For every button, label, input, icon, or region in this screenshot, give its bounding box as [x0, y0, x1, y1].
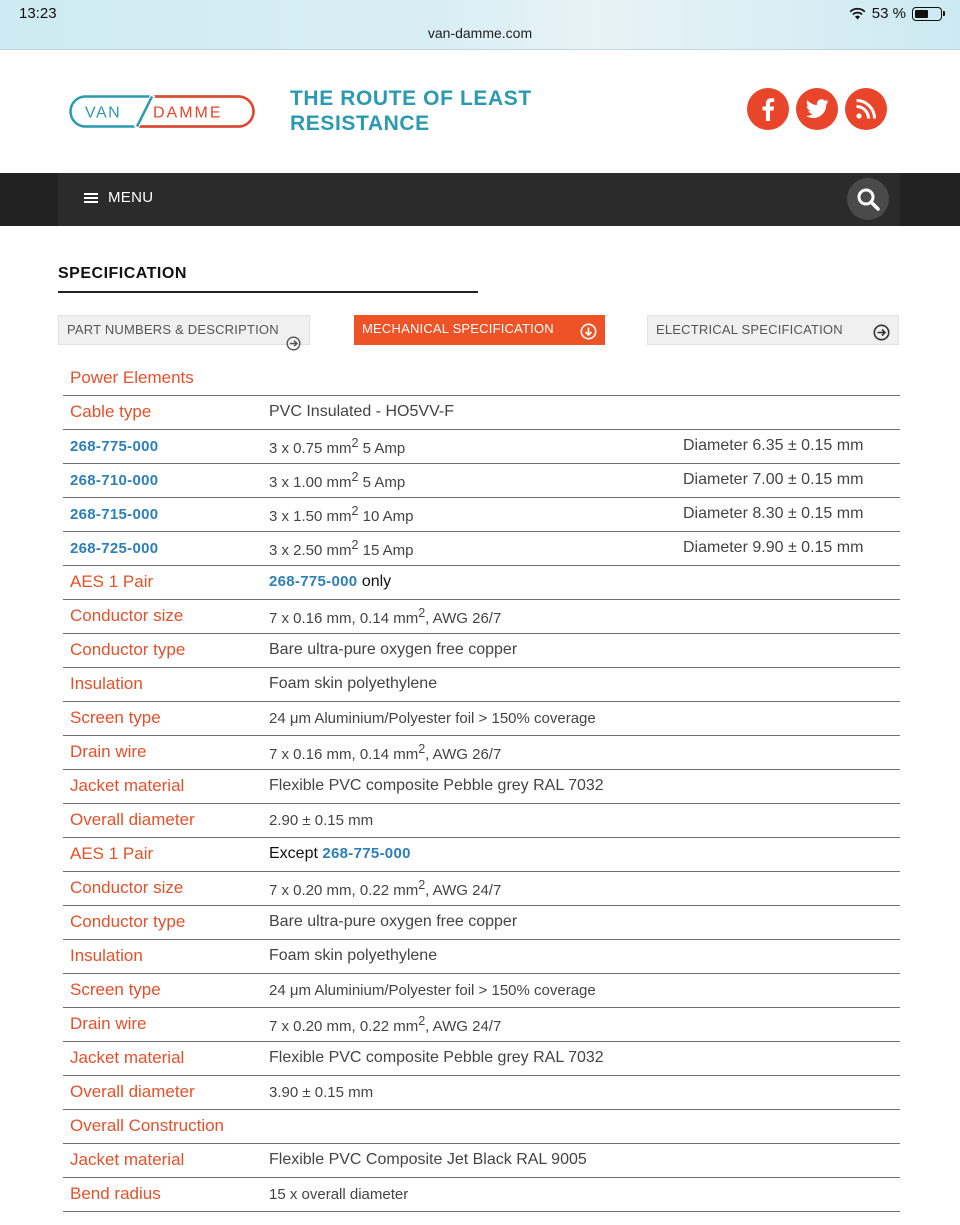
table-row	[63, 395, 900, 429]
row-value: 3.90 ± 0.15 mm	[269, 1075, 900, 1109]
part-number-link[interactable]: 268-725-000	[63, 531, 269, 565]
row-value: Foam skin polyethylene	[269, 939, 900, 973]
row-value: Flexible PVC Composite Jet Black RAL 9005	[269, 1143, 900, 1177]
url-bar[interactable]	[0, 25, 960, 41]
tab-part-numbers[interactable]	[58, 315, 310, 345]
row-value: Except 268-775-000	[269, 837, 900, 871]
row-value: 24 μm Aluminium/Polyester foil > 150% coverage	[269, 701, 900, 735]
table-row	[63, 837, 900, 871]
row-value: Foam skin polyethylene	[269, 667, 900, 701]
menu-button[interactable]	[84, 189, 153, 206]
part-number-link[interactable]: 268-715-000	[63, 497, 269, 531]
tab-mechanical-specification[interactable]	[354, 315, 605, 345]
battery-icon	[912, 7, 942, 21]
table-row	[63, 973, 900, 1007]
svg-text:DAMME: DAMME	[153, 104, 223, 122]
row-label: Power Elements	[63, 361, 269, 395]
table-row	[63, 531, 900, 565]
row-label: Overall diameter	[63, 1075, 269, 1109]
part-number-link[interactable]: 268-775-000	[269, 573, 358, 590]
row-label: Overall Construction	[63, 1109, 269, 1143]
row-value: Bare ultra-pure oxygen free copper	[269, 905, 900, 939]
twitter-icon	[805, 99, 829, 119]
row-label: Insulation	[63, 939, 269, 973]
social-links	[747, 88, 887, 130]
row-value: 24 μm Aluminium/Polyester foil > 150% coverage	[269, 973, 900, 1007]
row-label: Screen type	[63, 701, 269, 735]
table-row	[63, 429, 900, 463]
table-row	[63, 1177, 900, 1211]
row-value: 7 x 0.20 mm, 0.22 $mm^2$, AWG 24/7	[269, 1007, 900, 1041]
part-number-link[interactable]: 268-775-000	[63, 429, 269, 463]
row-value: Flexible PVC composite Pebble grey RAL 7032	[269, 769, 900, 803]
svg-text:VAN: VAN	[85, 104, 122, 122]
row-value: Flexible PVC composite Pebble grey RAL 7032	[269, 1041, 900, 1075]
row-value: 2.90 ± 0.15 mm	[269, 803, 900, 837]
row-label: Insulation	[63, 667, 269, 701]
table-row	[63, 1109, 900, 1143]
row-value: PVC Insulated - HO5VV-F	[269, 395, 900, 429]
row-label: Conductor size	[63, 599, 269, 633]
row-label: Conductor size	[63, 871, 269, 905]
table-row	[63, 599, 900, 633]
diameter-value: Diameter 9.90 ± 0.15 mm	[683, 531, 900, 565]
diameter-value: Diameter 6.35 ± 0.15 mm	[683, 429, 900, 463]
row-label: Overall diameter	[63, 803, 269, 837]
part-number-link[interactable]: 268-710-000	[63, 463, 269, 497]
row-value: 7 x 0.16 mm, 0.14 $mm^2$, AWG 26/7	[269, 599, 900, 633]
table-row	[63, 497, 900, 531]
row-label: Jacket material	[63, 1143, 269, 1177]
row-label: Jacket material	[63, 1041, 269, 1075]
tab-label: ELECTRICAL SPECIFICATION	[656, 322, 843, 337]
search-button[interactable]	[847, 178, 889, 220]
row-label: AES 1 Pair	[63, 837, 269, 871]
status-indicators	[849, 5, 942, 22]
van-damme-logo[interactable]	[69, 95, 255, 128]
browser-status-bar	[0, 0, 960, 50]
row-value: 268-775-000 only	[269, 565, 900, 599]
table-row	[63, 565, 900, 599]
row-value: 7 x 0.20 mm, 0.22 $mm^2$, AWG 24/7	[269, 871, 900, 905]
table-row	[63, 735, 900, 769]
row-value: Bare ultra-pure oxygen free copper	[269, 633, 900, 667]
table-row	[63, 1041, 900, 1075]
twitter-button[interactable]	[796, 88, 838, 130]
table-row	[63, 803, 900, 837]
rss-icon	[856, 99, 876, 119]
row-label: Screen type	[63, 973, 269, 1007]
row-label: Conductor type	[63, 905, 269, 939]
row-value: 3 x 2.50 $mm^2$ 15 Amp	[269, 531, 683, 565]
mechanical-spec-table	[63, 361, 900, 1212]
row-label: Cable type	[63, 395, 269, 429]
wifi-icon	[849, 7, 866, 20]
table-row	[63, 1143, 900, 1177]
table-row	[63, 905, 900, 939]
table-row	[63, 633, 900, 667]
row-label: AES 1 Pair	[63, 565, 269, 599]
row-value: 3 x 0.75 $mm^2$ 5 Amp	[269, 429, 683, 463]
rss-button[interactable]	[845, 88, 887, 130]
arrow-down-circle-icon	[580, 323, 597, 340]
table-row	[63, 1007, 900, 1041]
url-text: van-damme.com	[427, 25, 533, 41]
table-row	[63, 701, 900, 735]
main-nav-bar	[0, 173, 960, 226]
facebook-icon	[761, 97, 775, 121]
facebook-button[interactable]	[747, 88, 789, 130]
arrow-right-circle-icon	[873, 324, 890, 341]
table-row	[63, 667, 900, 701]
search-icon	[856, 187, 880, 211]
row-value: 15 x overall diameter	[269, 1177, 900, 1211]
table-row	[63, 361, 900, 395]
section-divider	[58, 291, 478, 293]
nav-inner	[58, 173, 900, 226]
arrow-circle-icon	[286, 336, 301, 351]
table-row	[63, 939, 900, 973]
table-row	[63, 871, 900, 905]
row-label: Drain wire	[63, 735, 269, 769]
row-value: 7 x 0.16 mm, 0.14 $mm^2$, AWG 26/7	[269, 735, 900, 769]
section-title: SPECIFICATION	[58, 265, 187, 282]
table-row	[63, 1075, 900, 1109]
menu-label: MENU	[108, 189, 154, 206]
tab-label: PART NUMBERS & DESCRIPTION	[67, 322, 279, 337]
part-number-link[interactable]: 268-775-000	[322, 845, 411, 862]
battery-percent: 53 %	[871, 5, 906, 22]
table-row	[63, 769, 900, 803]
diameter-value: Diameter 8.30 ± 0.15 mm	[683, 497, 900, 531]
tab-label: MECHANICAL SPECIFICATION	[362, 321, 554, 336]
row-label: Jacket material	[63, 769, 269, 803]
site-tagline: THE ROUTE OF LEAST RESISTANCE	[290, 87, 532, 135]
row-label: Conductor type	[63, 633, 269, 667]
diameter-value: Diameter 7.00 ± 0.15 mm	[683, 463, 900, 497]
row-value: 3 x 1.00 $mm^2$ 5 Amp	[269, 463, 683, 497]
hamburger-icon	[84, 192, 98, 204]
tab-electrical-specification[interactable]	[647, 315, 899, 345]
row-label: Bend radius	[63, 1177, 269, 1211]
clock: 13:23	[19, 5, 57, 22]
row-value: 3 x 1.50 $mm^2$ 10 Amp	[269, 497, 683, 531]
table-row	[63, 463, 900, 497]
row-label: Drain wire	[63, 1007, 269, 1041]
